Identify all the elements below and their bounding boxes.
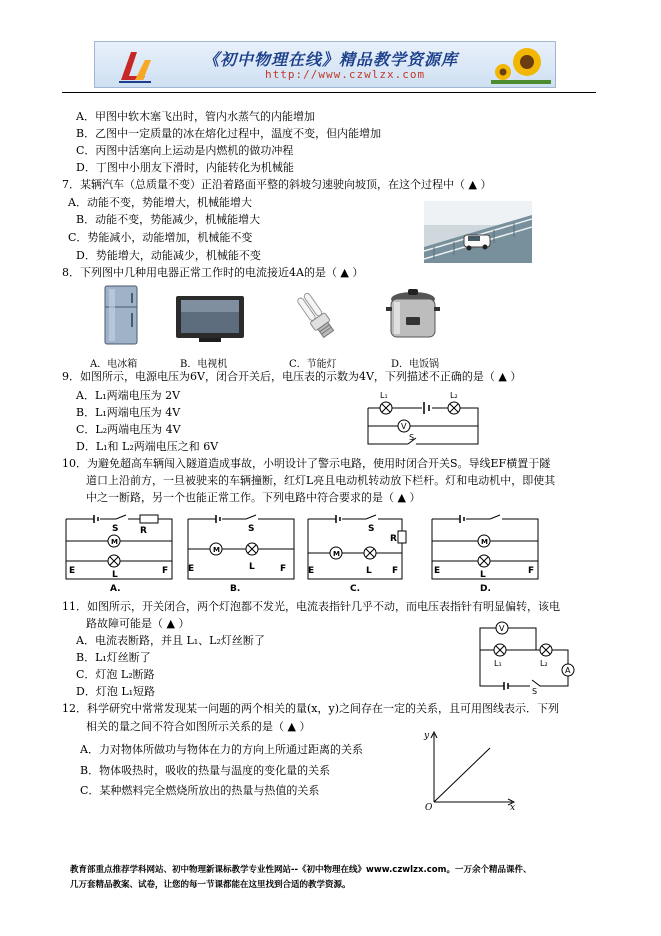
q9-stem: 9．如图所示，电源电压为6V，闭合开关后，电压表的示数为4V，下列描述不正确的是（ ▲ ） xyxy=(62,370,522,383)
q10-circuit-b xyxy=(188,515,294,579)
q9-option-c: C．L₂两端电压为 4V xyxy=(76,423,181,436)
q10d-label-m: M xyxy=(481,538,488,546)
footer-line-2: 几万套精品教案、试卷，让您的每一节课都能在这里找到合适的教学资源。 xyxy=(70,880,351,890)
q12-line-1: 12．科学研究中常常发现某一问题的两个相关的量(x，y)之间存在一定的关系，且可用图线表示．下列 xyxy=(62,702,559,715)
q6-option-a: A．甲图中软木塞飞出时，管内水蒸气的内能增加 xyxy=(76,110,315,123)
q9-label-s: S xyxy=(409,433,415,442)
q10-circuit-options xyxy=(60,513,590,593)
q8-caption-b: B．电视机 xyxy=(180,359,228,370)
q12-axis-y: y xyxy=(424,731,430,741)
q9-label-l1: L₁ xyxy=(380,391,388,400)
q10d-label-l: L xyxy=(480,570,486,580)
q10c-label-f: F xyxy=(392,566,399,576)
q10c-label-r0: R xyxy=(390,534,397,544)
q12-axis-origin: O xyxy=(425,803,433,810)
q10d-label-e: E xyxy=(434,566,441,576)
q10a-label-f: F xyxy=(162,566,169,576)
q10b-label-e: E xyxy=(188,564,195,574)
q12-option-b: B．物体吸热时，吸收的热量与温度的变化量的关系 xyxy=(80,764,331,777)
q11-option-b: B．L₁灯丝断了 xyxy=(76,651,151,664)
q12-line-2: 相关的量之间不符合如图所示关系的是（ ▲ ） xyxy=(86,720,311,733)
q10-caption-d: D. xyxy=(480,584,491,593)
q12-option-c: C．某种燃料完全燃烧所放出的热量与热值的关系 xyxy=(80,784,320,797)
q9-option-a: A．L₁两端电压为 2V xyxy=(76,389,181,402)
q10b-label-l: L xyxy=(249,562,255,572)
q10c-label-e: E xyxy=(308,566,315,576)
q8-caption-d: D．电饭锅 xyxy=(391,359,440,370)
q10a-label-e: E xyxy=(69,566,76,576)
q11-label-v: V xyxy=(499,624,505,633)
q7-option-b: B．动能不变，势能减少，机械能增大 xyxy=(76,213,261,226)
refrigerator-image xyxy=(103,285,139,347)
q11-label-l2: L₂ xyxy=(540,659,548,668)
q10-caption-b: B. xyxy=(230,584,241,593)
q12-proportional-graph xyxy=(420,728,520,810)
car-on-slope-image xyxy=(424,201,532,263)
q11-option-c: C．灯泡 L₂断路 xyxy=(76,668,155,681)
header-url[interactable]: http://www.czwlzx.com xyxy=(265,68,426,81)
q10a-label-s: S xyxy=(112,524,119,534)
q7-option-c: C．势能减小，动能增加，机械能不变 xyxy=(68,231,253,244)
q7-option-a: A．动能不变，势能增大，机械能增大 xyxy=(68,196,252,209)
q11-label-s: S xyxy=(532,687,538,694)
q6-option-d: D．丁图中小朋友下滑时，内能转化为机械能 xyxy=(76,161,294,174)
q6-option-c: C．丙图中活塞向上运动是内燃机的做功冲程 xyxy=(76,144,294,157)
footer-line-1: 教育部重点推荐学科网站、初中物理新课标教学专业性网站--《初中物理在线》www.czwlzx.com。一万余个精品课件、 xyxy=(70,865,532,875)
q9-option-b: B．L₁两端电压为 4V xyxy=(76,406,181,419)
q11-label-l1: L₁ xyxy=(494,659,502,668)
header-rule xyxy=(62,92,596,93)
rice-cooker-image xyxy=(384,287,442,345)
header-title: 《初中物理在线》精品教学资源库 xyxy=(203,50,459,69)
q9-option-d: D．L₁和 L₂两端电压之和 6V xyxy=(76,440,219,453)
q8-caption-a: A．电冰箱 xyxy=(90,359,138,370)
q9-circuit-diagram xyxy=(360,388,486,450)
q10c-label-m: M xyxy=(333,550,340,558)
q10c-label-s: S xyxy=(368,524,375,534)
q12-axis-x: x xyxy=(510,803,516,810)
q10b-label-m: M xyxy=(213,546,220,554)
sunflower-icon xyxy=(491,44,551,84)
q10a-label-m: M xyxy=(111,538,118,546)
q11-circuit-diagram xyxy=(476,616,578,694)
q8-caption-c: C．节能灯 xyxy=(289,359,337,370)
q10a-label-l: L xyxy=(112,570,118,580)
q11-option-d: D．灯泡 L₁短路 xyxy=(76,685,156,698)
q10-caption-c: C. xyxy=(350,584,361,593)
header-banner xyxy=(94,41,556,88)
q10a-label-r0: R xyxy=(140,526,147,536)
q7-stem: 7．某辆汽车（总质量不变）正沿着路面平整的斜坡匀速驶向坡顶，在这个过程中（ ▲ ） xyxy=(62,178,492,191)
site-logo-icon xyxy=(115,46,155,84)
q8-stem: 8．下列图中几种用电器正常工作时的电流接近4A的是（ ▲ ） xyxy=(62,266,364,279)
q11-option-a: A．电流表断路，并且 L₁、L₂灯丝断了 xyxy=(76,634,265,647)
q11-line-1: 11．如图所示，开关闭合，两个灯泡都不发光，电流表指针几乎不动，而电压表指针有明显偏转，该电 xyxy=(62,600,560,613)
television-image xyxy=(175,295,245,343)
q6-option-b: B．乙图中一定质量的冰在熔化过程中，温度不变，但内能增加 xyxy=(76,127,382,140)
q10-circuit-a xyxy=(66,515,172,579)
q11-label-a: A xyxy=(565,666,571,675)
q10d-label-f: F xyxy=(528,566,535,576)
q10-line-2: 道口上沿前方，一旦被驶来的车辆撞断，红灯L亮且电动机转动放下栏杆。灯和电动机中，即使其 xyxy=(86,474,556,487)
q9-label-l2: L₂ xyxy=(450,391,458,400)
q10-caption-a: A. xyxy=(110,584,121,593)
q11-line-2: 路故障可能是（ ▲ ） xyxy=(86,617,190,630)
q10-line-3: 中之一断路，另一个也能正常工作。下列电路中符合要求的是（ ▲ ） xyxy=(86,491,421,504)
q10b-label-s: S xyxy=(248,524,255,534)
q10b-label-f: F xyxy=(280,564,287,574)
q9-label-v: V xyxy=(401,422,407,431)
q10c-label-l: L xyxy=(366,566,372,576)
q7-option-d: D．势能增大，动能减少，机械能不变 xyxy=(76,249,261,262)
energy-saving-lamp-image xyxy=(290,289,346,345)
q12-option-a: A．力对物体所做功与物体在力的方向上所通过距离的关系 xyxy=(80,743,363,756)
q10-line-1: 10．为避免超高车辆闯入隧道造成事故，小明设计了警示电路，使用时闭合开关S。导线EF横置于隧 xyxy=(62,457,551,470)
